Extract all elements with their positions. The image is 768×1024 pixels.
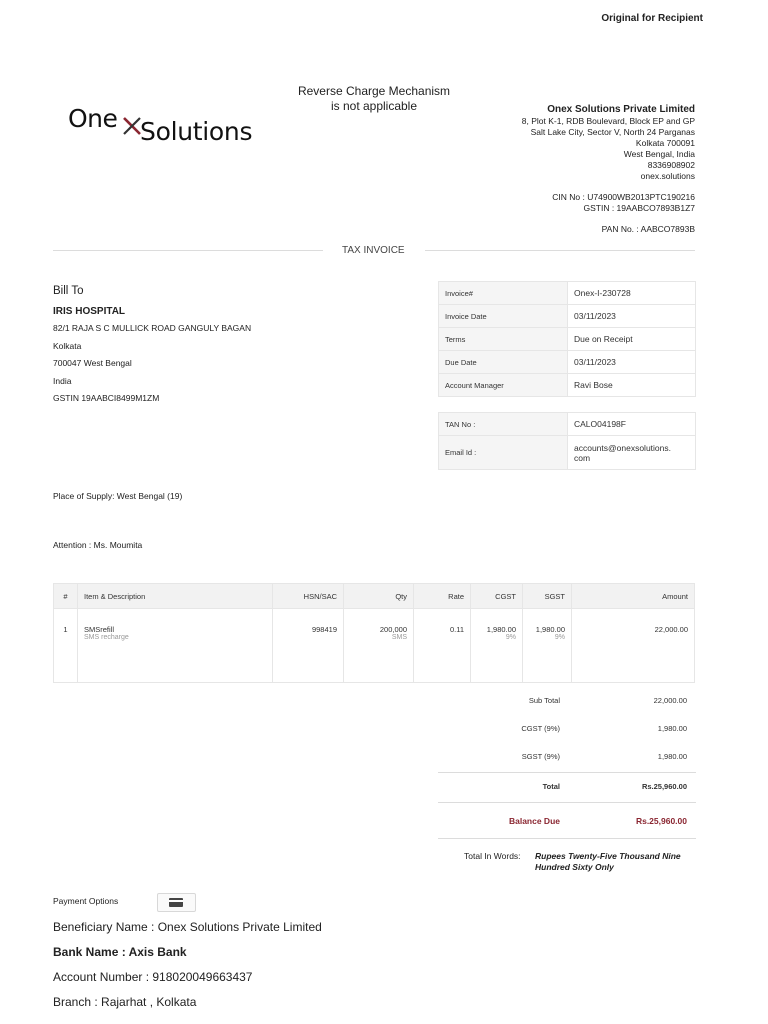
document-title: TAX INVOICE: [342, 245, 405, 256]
item-number: 1: [54, 609, 78, 683]
company-registration: [552, 192, 695, 214]
rcm-line-2: is not applicable: [330, 99, 418, 113]
item-sgst-cell: [523, 609, 572, 683]
item-cgst-pct: 9%: [505, 634, 516, 641]
cgst-label: CGST (9%): [521, 724, 560, 733]
customer-address-line: 82/1 RAJA S C MULLICK ROAD GANGULY BAGAN: [53, 323, 252, 333]
col-header: Rate: [414, 584, 471, 609]
item-cgst: 1,980.00: [486, 625, 516, 634]
table-header-row: [54, 584, 695, 609]
bank-name: Bank Name : Axis Bank: [53, 945, 187, 959]
company-phone: 8336908902: [647, 160, 695, 170]
reverse-charge-note: [280, 84, 468, 114]
logo-text-one: One: [68, 104, 118, 133]
company-name: Onex Solutions Private Limited: [547, 104, 695, 115]
company-gstin: GSTIN : 19AABCO7893B1Z7: [583, 203, 695, 213]
subtotal-label: Sub Total: [528, 696, 560, 705]
attention-line: Attention : Ms. Moumita: [53, 540, 143, 550]
card-icon: [169, 898, 183, 907]
item-hsn: 998419: [273, 609, 344, 683]
logo-x-mark-icon: [122, 116, 142, 136]
col-header: #: [54, 584, 78, 609]
branch: Branch : Rajarhat , Kolkata: [53, 995, 197, 1009]
balance-row: [438, 816, 696, 830]
company-address-line: West Bengal, India: [623, 149, 695, 159]
meta-label: Due Date: [439, 351, 568, 374]
subtotal-value: 22,000.00: [653, 696, 687, 705]
item-sgst-pct: 9%: [554, 634, 565, 641]
title-divider-left: [53, 250, 323, 251]
subtotal-row: [438, 696, 696, 710]
meta-label: Account Manager: [439, 374, 568, 397]
company-details: [522, 104, 695, 182]
customer-address-line: India: [53, 375, 72, 386]
totals-divider: [438, 802, 696, 803]
logo-text-solutions: Solutions: [140, 117, 253, 146]
item-cgst-cell: [471, 609, 523, 683]
table-row: [54, 609, 695, 683]
item-qty: 200,000: [379, 625, 407, 634]
balance-label: Balance Due: [508, 816, 560, 826]
meta-label: Invoice#: [439, 282, 568, 305]
email-value: [568, 436, 696, 470]
col-header: HSN/SAC: [273, 584, 344, 609]
place-of-supply: Place of Supply: West Bengal (19): [53, 491, 183, 501]
meta-value: 03/11/2023: [568, 305, 696, 328]
item-cell: [78, 609, 273, 683]
bill-to-section: [53, 283, 251, 408]
customer-gstin: GSTIN 19AABCI8499M1ZM: [53, 393, 160, 403]
meta-value: Onex-I-230728: [568, 282, 696, 305]
total-value: Rs.25,960.00: [641, 782, 687, 791]
item-name: SMSrefill: [84, 625, 115, 634]
item-sgst: 1,980.00: [535, 625, 565, 634]
meta-label: Invoice Date: [439, 305, 568, 328]
meta-value: Ravi Bose: [568, 374, 696, 397]
table-row: [439, 413, 696, 436]
company-address-line: 8, Plot K-1, RDB Boulevard, Block EP and GP: [521, 116, 695, 126]
customer-name: IRIS HOSPITAL: [53, 306, 126, 317]
table-row: [439, 282, 696, 305]
item-description: SMS recharge: [84, 634, 129, 641]
customer-address-line: 700047 West Bengal: [53, 358, 132, 368]
company-pan: PAN No. : AABCO7893B: [601, 224, 695, 234]
tax-meta-table: [438, 412, 696, 470]
company-address-line: Salt Lake City, Sector V, North 24 Parganas: [530, 127, 695, 137]
sgst-label: SGST (9%): [521, 752, 560, 761]
item-rate: 0.11: [414, 609, 471, 683]
table-row: [439, 351, 696, 374]
rcm-line-1: Reverse Charge Mechanism: [297, 84, 451, 98]
cgst-value: 1,980.00: [657, 724, 687, 733]
payment-options-label: Payment Options: [53, 896, 119, 906]
totals-divider: [438, 772, 696, 773]
sgst-row: [438, 752, 696, 766]
bill-to-heading: Bill To: [53, 285, 84, 297]
table-row: [439, 436, 696, 470]
customer-address-line: Kolkata: [53, 340, 82, 351]
copy-label: Original for Recipient: [601, 13, 703, 24]
item-qty-unit: SMS: [391, 634, 407, 641]
company-address-line: Kolkata 700091: [635, 138, 695, 148]
company-website: onex.solutions: [640, 171, 695, 181]
meta-label: Terms: [439, 328, 568, 351]
total-label: Total: [542, 782, 560, 791]
beneficiary-name: Beneficiary Name : Onex Solutions Private Limited: [53, 920, 322, 934]
col-header: Qty: [344, 584, 414, 609]
cgst-row: [438, 724, 696, 738]
col-header: CGST: [471, 584, 523, 609]
total-row: [438, 782, 696, 796]
sgst-value: 1,980.00: [657, 752, 687, 761]
balance-value: Rs.25,960.00: [635, 816, 687, 826]
company-cin: CIN No : U74900WB2013PTC190216: [552, 192, 695, 202]
email-line-2: com: [574, 452, 591, 463]
items-table: [53, 583, 695, 683]
payment-card-button[interactable]: [157, 893, 196, 912]
col-header: Amount: [572, 584, 695, 609]
item-amount: 22,000.00: [572, 609, 695, 683]
meta-label: Email Id :: [439, 436, 568, 470]
item-qty-cell: [344, 609, 414, 683]
total-in-words-label: Total In Words:: [464, 851, 521, 861]
table-row: [439, 328, 696, 351]
table-row: [439, 374, 696, 397]
email-line-1: accounts@onexsolutions.: [574, 442, 671, 453]
total-in-words: Rupees Twenty-Five Thousand Nine Hundred Sixty Only: [535, 851, 681, 872]
title-divider-right: [425, 250, 695, 251]
meta-value: 03/11/2023: [568, 351, 696, 374]
meta-value: Due on Receipt: [568, 328, 696, 351]
totals-divider: [438, 838, 696, 839]
meta-value: CALO04198F: [568, 413, 696, 436]
col-header: SGST: [523, 584, 572, 609]
invoice-meta-table: [438, 281, 696, 397]
meta-label: TAN No :: [439, 413, 568, 436]
table-row: [439, 305, 696, 328]
account-number: Account Number : 918020049663437: [53, 970, 253, 984]
col-header: Item & Description: [78, 584, 273, 609]
